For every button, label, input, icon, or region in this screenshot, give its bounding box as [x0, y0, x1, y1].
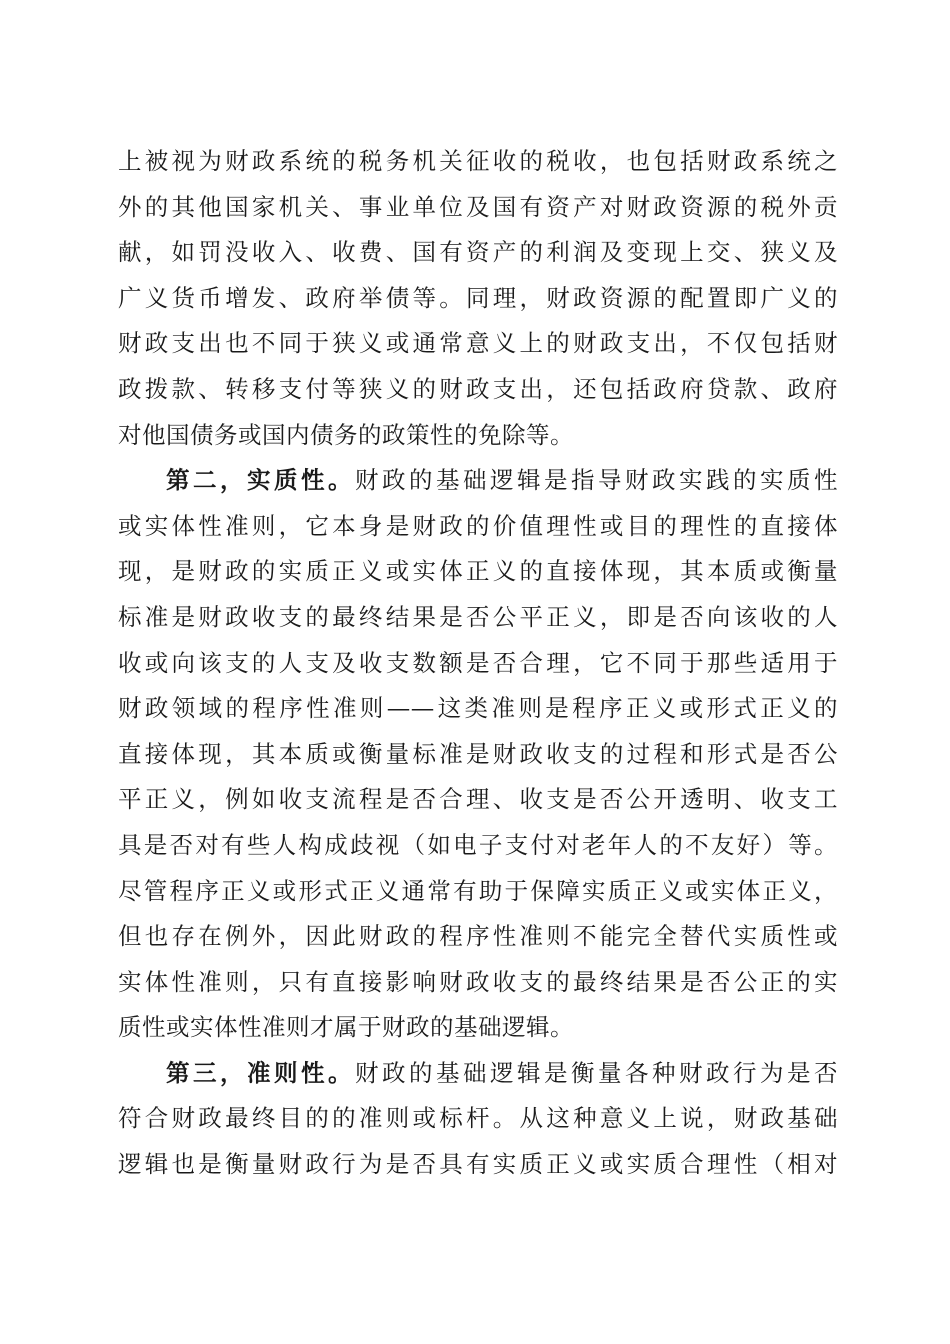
- paragraph-lead: 第三，准则性。: [166, 1058, 355, 1087]
- text-line: 献，如罚没收入、收费、国有资产的利润及变现上交、狭义及: [118, 238, 838, 267]
- text-line: 政拨款、转移支付等狭义的财政支出，还包括政府贷款、政府: [118, 374, 838, 403]
- text-line: 财政领域的程序性准则——这类准则是程序正义或形式正义的: [118, 694, 838, 723]
- text-line: 具是否对有些人构成歧视（如电子支付对老年人的不友好）等。: [118, 830, 838, 859]
- text-line: 对他国债务或国内债务的政策性的免除等。: [118, 420, 574, 449]
- paragraph: [118, 458, 838, 1051]
- text-line: 逻辑也是衡量财政行为是否具有实质正义或实质合理性（相对: [118, 1150, 838, 1179]
- text-line-rest: 财政的基础逻辑是指导财政实践的实质性: [355, 466, 838, 495]
- text-line: 或实体性准则，它本身是财政的价值理性或目的理性的直接体: [118, 511, 838, 540]
- text-line: 收或向该支的人支及收支数额是否合理，它不同于那些适用于: [118, 648, 838, 677]
- text-line: 上被视为财政系统的税务机关征收的税收，也包括财政系统之: [118, 147, 838, 175]
- body-text: [118, 139, 838, 1188]
- text-line: 但也存在例外，因此财政的程序性准则不能完全替代实质性或: [118, 922, 838, 951]
- text-line: 现，是财政的实质正义或实体正义的直接体现，其本质或衡量: [118, 557, 838, 586]
- text-line: 财政支出也不同于狭义或通常意义上的财政支出，不仅包括财: [118, 329, 838, 358]
- text-line: 平正义，例如收支流程是否合理、收支是否公开透明、收支工: [118, 785, 838, 814]
- text-line: 标准是财政收支的最终结果是否公平正义，即是否向该收的人: [118, 602, 838, 631]
- paragraph: [118, 1051, 838, 1188]
- text-line: [118, 458, 838, 504]
- text-line: 实体性准则，只有直接影响财政收支的最终结果是否公正的实: [118, 967, 838, 996]
- text-line: 尽管程序正义或形式正义通常有助于保障实质正义或实体正义，: [118, 876, 838, 905]
- text-line: [118, 1051, 838, 1097]
- text-line-rest: 财政的基础逻辑是衡量各种财政行为是否: [355, 1058, 838, 1087]
- paragraph: [118, 139, 838, 458]
- text-line: 广义货币增发、政府举债等。同理，财政资源的配置即广义的: [118, 283, 838, 312]
- text-line: 符合财政最终目的的准则或标杆。从这种意义上说，财政基础: [118, 1104, 838, 1133]
- text-line: 外的其他国家机关、事业单位及国有资产对财政资源的税外贡: [118, 192, 838, 221]
- paragraph-lead: 第二，实质性。: [166, 466, 355, 495]
- text-line: 质性或实体性准则才属于财政的基础逻辑。: [118, 1013, 574, 1042]
- text-line: 直接体现，其本质或衡量标准是财政收支的过程和形式是否公: [118, 739, 838, 768]
